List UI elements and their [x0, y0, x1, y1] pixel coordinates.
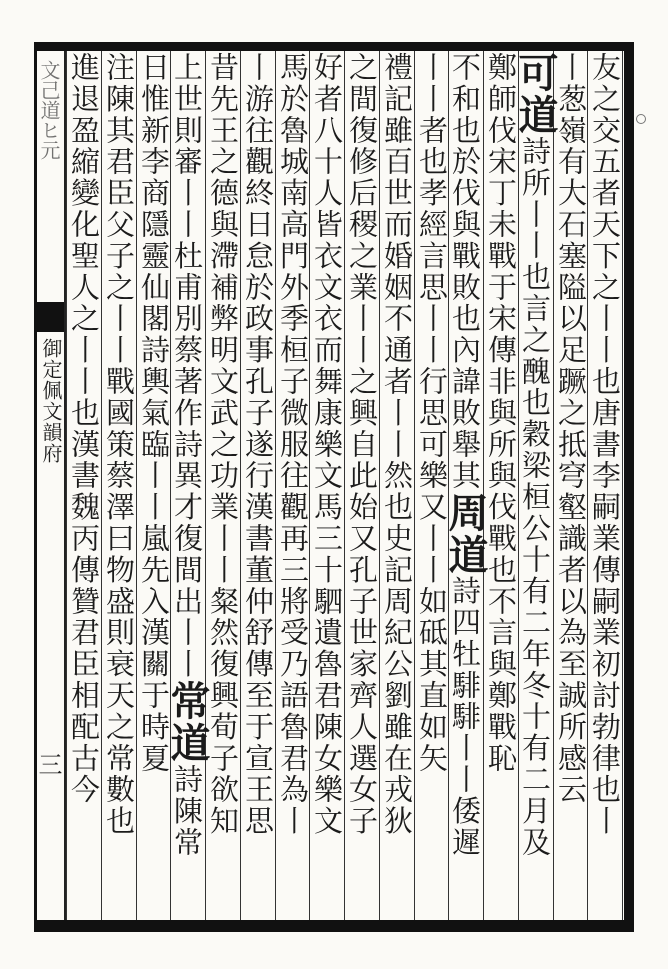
entry-text: 昔先王之德與滯補弊明文武之功業丨丨粲然復興荀子欲知: [206, 52, 240, 837]
entry-text: 禮記雖百世而婚姻不通者丨丨然也史記周紀公劉雖在戎狄: [380, 52, 414, 837]
entry-text: 注陳其君臣父子之丨丨戰國策蔡澤曰物盛則衰天之常數也: [102, 52, 136, 837]
column-rule: [622, 51, 623, 920]
entry-text: 上世則審丨丨杜甫別蔡著作詩異才復間出丨丨: [170, 52, 204, 680]
entry-text: 鄭師伐宋丁未戰于宋傳非與所與伐戰也不言與鄭戰恥: [484, 52, 518, 775]
edge-hole-mark: [636, 114, 646, 124]
margin-fragment-text: 文己道ヒ元: [37, 60, 61, 160]
entry-text: 丨葱嶺有大石塞隘以足蹶之抵穹壑識者以為至誠所感云: [554, 52, 588, 806]
running-title: 御定佩文韻府: [39, 338, 63, 464]
text-column: [442, 52, 489, 918]
folio-number: 三: [38, 751, 63, 779]
text-column: [136, 52, 171, 918]
entry-text: 丨游往觀終日怠於政事孔子遂行漢書董仲舒傳至于宣王思: [241, 52, 275, 837]
entry-text: 好者八十人皆衣文衣而舞康樂文馬三十駟遺魯君陳女樂文: [310, 52, 344, 837]
text-column: [483, 52, 518, 918]
text-column: [512, 52, 559, 918]
entry-text: 之間復修后稷之業丨丨之興自此始又孔子世家齊人選女子: [345, 52, 379, 837]
frame-top-border: [34, 42, 634, 51]
entry-headword: 周道: [442, 491, 489, 576]
entry-text: 詩陳常: [170, 764, 204, 859]
text-column: [101, 52, 136, 918]
entry-text: 不和也於伐與戰敗也內諱敗舉其: [448, 52, 482, 492]
fishtail-mark: [37, 302, 64, 332]
entry-text: 友之交五者天下之丨丨也唐書李嗣業傳嗣業初討勃律也丨: [588, 52, 622, 837]
entry-text: 丨丨者也孝經言思丨丨行思可樂: [415, 52, 449, 492]
frame-right-border: [624, 42, 634, 932]
text-column: [587, 52, 622, 918]
entry-text: 進退盈縮變化聖人之丨丨也漢書魏丙傳贊君臣相配古今: [67, 52, 101, 806]
entry-text: 詩四牡騑騑丨丨倭遲: [448, 575, 482, 859]
entry-text: 日惟新李商隱靈仙閣詩輿氣臨丨丨嵐先入漢關: [137, 52, 171, 680]
text-column: [344, 52, 379, 918]
text-column: [164, 52, 211, 918]
entry-text: 于時夏: [137, 680, 171, 775]
entry-text: 又丨丨如砥其直如矢: [415, 491, 449, 775]
text-column: [205, 52, 240, 918]
text-column: [414, 52, 449, 918]
text-column: [553, 52, 588, 918]
frame-bottom-border: [34, 920, 634, 932]
text-column: [240, 52, 275, 918]
entry-headword: 可道: [512, 52, 559, 136]
entry-headword: 常道: [164, 680, 211, 764]
text-column: [309, 52, 344, 918]
text-column: [66, 52, 101, 918]
entry-text: 詩所丨丨也言之醜也穀梁桓公十有二年冬十有二月及: [518, 136, 552, 859]
text-column: [275, 52, 310, 918]
text-column: [379, 52, 414, 918]
entry-text: 馬於魯城南高門外季桓子微服往觀再三將受乃語魯君為丨: [276, 52, 310, 837]
